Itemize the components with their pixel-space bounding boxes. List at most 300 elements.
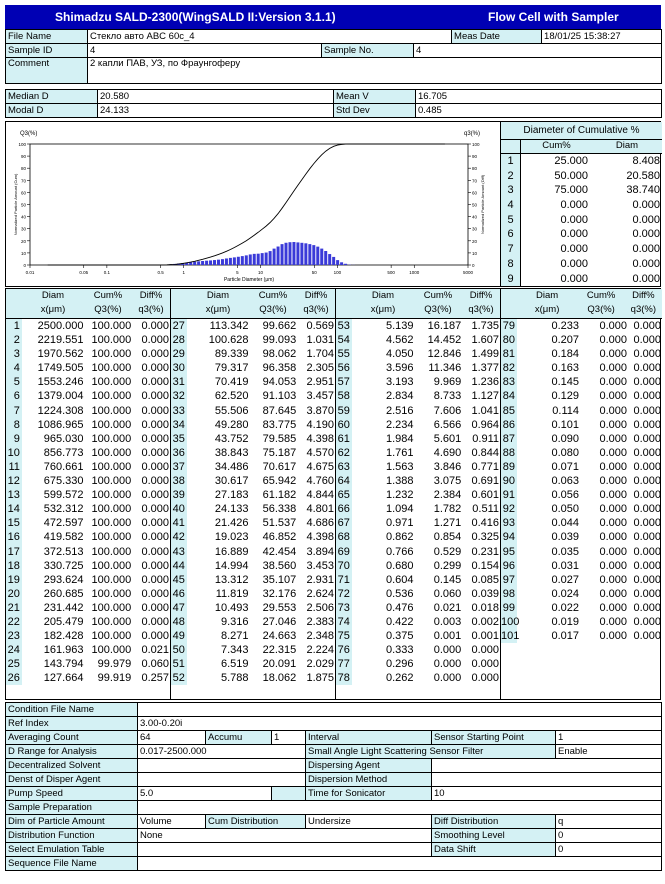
row-diff: 0.000 — [141, 404, 169, 417]
row-diff: 0.060 — [141, 658, 169, 671]
distribution-row — [6, 516, 170, 530]
row-diff: 0.000 — [633, 503, 661, 516]
distribution-row — [171, 474, 335, 488]
row-cum: 100.000 — [91, 587, 132, 600]
row-cum: 100.000 — [91, 320, 132, 332]
distribution-row — [171, 460, 335, 474]
distribution-row — [171, 643, 335, 657]
distribution-row — [171, 488, 335, 502]
row-diff: 0.000 — [633, 376, 661, 389]
y-right-tick-label: 30 — [472, 226, 478, 232]
row-diff: 0.000 — [141, 446, 169, 459]
row-index: 49 — [172, 630, 185, 643]
y-tick-label: 90 — [20, 154, 26, 160]
row-cum: 1.271 — [433, 517, 462, 530]
row-index: 95 — [502, 545, 515, 558]
distribution-row — [336, 559, 500, 573]
row-index: 59 — [337, 404, 350, 417]
row-index: 13 — [7, 489, 20, 502]
row-diff: 0.964 — [471, 418, 499, 431]
row-cum: 0.000 — [599, 334, 627, 347]
row-diff: 0.000 — [633, 362, 661, 375]
row-diff: 0.000 — [141, 545, 169, 558]
distribution-header — [336, 289, 352, 318]
pump-speed-label: Pump Speed — [6, 787, 138, 801]
row-diam: 43.752 — [214, 432, 249, 445]
row-index: 69 — [337, 545, 350, 558]
diff-bar — [197, 261, 200, 265]
distribution-row — [171, 587, 335, 601]
row-diff: 3.457 — [306, 390, 334, 403]
row-cum: 18.062 — [262, 672, 297, 685]
distribution-row — [6, 488, 170, 502]
sonicator-label: Time for Sonicator — [306, 787, 432, 801]
x-tick-label: 5000 — [462, 270, 474, 275]
row-diam: 231.442 — [43, 601, 84, 614]
diam-row-cum: 25.000 — [554, 155, 588, 167]
row-index: 60 — [337, 418, 350, 431]
row-diff: 0.000 — [633, 334, 661, 347]
row-diff: 1.735 — [471, 320, 499, 332]
distribution-row — [171, 389, 335, 403]
row-cum: 0.000 — [599, 559, 627, 572]
row-cum: 1.782 — [433, 503, 462, 516]
sensor-label: Sensor Starting Point — [432, 731, 556, 745]
row-cum: 0.000 — [599, 630, 627, 643]
distribution-header: Diam x(μm) — [534, 290, 560, 315]
distribution-row — [6, 319, 170, 333]
row-cum: 99.919 — [97, 672, 132, 685]
row-index: 96 — [502, 559, 515, 572]
distribution-table — [5, 288, 661, 700]
y-tick-label: 30 — [20, 226, 26, 232]
diff-dist-label: Diff Distribution — [432, 815, 556, 829]
y-tick-label: 70 — [20, 178, 26, 184]
distribution-row — [336, 460, 500, 474]
y-right-tick-label: 80 — [472, 166, 478, 172]
row-diff: 0.000 — [141, 390, 169, 403]
row-cum: 100.000 — [91, 545, 132, 558]
row-index: 17 — [7, 545, 20, 558]
row-diff: 0.021 — [141, 644, 169, 657]
diff-bar — [265, 253, 268, 265]
row-cum: 7.606 — [433, 404, 462, 417]
row-index: 82 — [502, 362, 515, 375]
averaging-count-value: 64 — [138, 731, 206, 745]
distribution-row — [501, 418, 662, 432]
row-diam: 205.479 — [43, 615, 84, 628]
distribution-row — [501, 516, 662, 530]
data-shift-label: Data Shift — [432, 843, 556, 857]
diff-bar — [201, 261, 204, 265]
distribution-row — [6, 573, 170, 587]
distribution-row — [171, 629, 335, 643]
row-index: 39 — [172, 489, 185, 502]
distribution-header: Diam x(μm) — [40, 290, 66, 315]
dispersing-agent-label: Dispersing Agent — [306, 759, 432, 773]
row-cum: 99.979 — [97, 658, 132, 671]
row-diff: 0.000 — [141, 418, 169, 431]
row-diam: 0.862 — [386, 531, 414, 544]
diff-bar — [221, 259, 224, 265]
row-diff: 0.000 — [633, 460, 661, 473]
row-index: 3 — [6, 347, 22, 361]
distribution-row — [501, 432, 662, 446]
row-diff: 4.801 — [306, 503, 334, 516]
row-index: 97 — [502, 573, 515, 586]
row-diam: 21.426 — [214, 517, 249, 530]
row-diff: 0.018 — [471, 601, 499, 614]
pump-speed-value: 5.0 — [138, 787, 272, 801]
y-right-tick-label: 0 — [472, 263, 475, 268]
row-cum: 100.000 — [91, 615, 132, 628]
row-cum: 6.566 — [433, 418, 462, 431]
row-diam: 0.163 — [551, 362, 579, 375]
distribution-header: Diff% q3(%) — [303, 290, 329, 315]
row-index: 24 — [7, 644, 20, 657]
diff-bar — [225, 258, 228, 265]
row-index: 74 — [337, 615, 350, 628]
row-index: 50 — [172, 644, 185, 657]
row-index: 36 — [172, 446, 185, 459]
row-diff: 0.000 — [633, 390, 661, 403]
row-diam: 30.617 — [214, 475, 249, 488]
diam-row-index: 6 — [501, 227, 521, 242]
diff-bar — [213, 260, 216, 265]
row-index: 20 — [7, 587, 20, 600]
row-diam: 89.339 — [214, 348, 249, 361]
row-diff: 0.000 — [141, 432, 169, 445]
y-right-tick-label: 20 — [472, 238, 478, 244]
row-index: 68 — [337, 531, 350, 544]
distribution-row — [171, 516, 335, 530]
row-diff: 0.000 — [141, 615, 169, 628]
row-index: 63 — [337, 460, 350, 473]
row-cum: 14.452 — [427, 334, 462, 347]
y-right-tick-label: 70 — [472, 178, 478, 184]
row-diam: 0.476 — [386, 601, 414, 614]
row-diff: 0.569 — [306, 320, 334, 332]
cumulative-curve — [48, 144, 445, 265]
row-diam: 79.317 — [214, 362, 249, 375]
row-diff: 0.000 — [633, 601, 661, 614]
diam-row-diam: 0.000 — [632, 199, 660, 212]
row-diff: 0.771 — [471, 460, 499, 473]
row-index: 64 — [337, 475, 350, 488]
row-diam: 62.520 — [214, 390, 249, 403]
row-diff: 1.041 — [471, 404, 499, 417]
row-diam: 0.145 — [551, 376, 579, 389]
row-diam: 965.030 — [43, 432, 84, 445]
distribution-row — [336, 319, 500, 333]
row-cum: 4.690 — [433, 446, 462, 459]
filter-value: Enable — [556, 745, 662, 759]
row-diam: 2219.551 — [37, 334, 84, 347]
row-diff: 2.305 — [306, 362, 334, 375]
row-cum: 83.775 — [262, 418, 297, 431]
distribution-row — [501, 559, 662, 573]
distribution-row — [336, 474, 500, 488]
row-cum: 61.182 — [262, 489, 297, 502]
info-table — [5, 29, 661, 84]
row-diff: 0.000 — [633, 446, 661, 459]
distribution-column-group — [336, 289, 501, 699]
row-diam: 760.661 — [43, 460, 84, 473]
distribution-row — [336, 347, 500, 361]
row-index: 94 — [502, 531, 515, 544]
emulation-value — [138, 843, 432, 857]
row-diam: 372.513 — [43, 545, 84, 558]
row-index: 58 — [337, 390, 350, 403]
distribution-row — [6, 629, 170, 643]
diameter-cumulative-title: Diameter of Cumulative % — [501, 122, 662, 140]
row-diff: 0.085 — [471, 573, 499, 586]
row-diam: 16.889 — [214, 545, 249, 558]
row-index: 98 — [502, 587, 515, 600]
median-value: 20.580 — [98, 90, 334, 104]
row-cum: 38.560 — [262, 559, 297, 572]
distribution-row — [336, 601, 500, 615]
row-cum: 11.346 — [428, 362, 462, 375]
distribution-row — [501, 474, 662, 488]
row-index: 23 — [7, 630, 20, 643]
y-right-axis-label: Normalized Particle Amount (Diff) — [480, 174, 485, 235]
averaging-count-label: Averaging Count — [6, 731, 138, 745]
row-diff: 1.704 — [306, 348, 334, 361]
row-diff: 0.000 — [633, 545, 661, 558]
y-right-tick-label: 50 — [472, 202, 478, 208]
distribution-row — [501, 530, 662, 544]
row-diam: 0.090 — [551, 432, 579, 445]
row-diam: 0.039 — [551, 531, 579, 544]
diff-bar — [320, 249, 323, 265]
x-tick-label: 500 — [387, 270, 395, 275]
diam-row — [501, 257, 662, 272]
row-index: 99 — [502, 601, 515, 614]
diff-bar — [241, 256, 244, 265]
row-cum: 0.000 — [599, 489, 627, 502]
row-diff: 0.000 — [633, 320, 661, 332]
row-cum: 9.969 — [433, 376, 462, 389]
row-cum: 70.617 — [262, 460, 297, 473]
row-index: 10 — [7, 446, 20, 459]
row-index: 47 — [172, 601, 185, 614]
row-index: 55 — [337, 348, 350, 361]
row-diff: 0.000 — [141, 559, 169, 572]
row-cum: 0.000 — [433, 644, 462, 657]
y-tick-label: 10 — [20, 250, 26, 256]
sample-id-value: 4 — [88, 44, 322, 58]
conditions-table — [5, 702, 661, 879]
row-diam: 0.536 — [386, 587, 414, 600]
row-cum: 91.103 — [262, 390, 297, 403]
stats-table — [5, 89, 661, 118]
row-cum: 5.601 — [433, 432, 462, 445]
row-diam: 0.044 — [551, 517, 579, 530]
row-index: 33 — [172, 404, 185, 417]
row-diff: 0.000 — [141, 601, 169, 614]
distribution-header: Cum% Q3(%) — [258, 290, 288, 315]
row-index: 26 — [7, 672, 20, 685]
row-diam: 161.963 — [43, 644, 84, 657]
row-diff: 2.624 — [306, 587, 334, 600]
row-diff: 0.154 — [471, 559, 499, 572]
row-index: 86 — [502, 418, 515, 431]
cum-dist-value: Undersize — [306, 815, 432, 829]
diff-bar — [229, 258, 232, 265]
distribution-row — [6, 333, 170, 347]
diam-row-cum: 0.000 — [560, 199, 588, 212]
row-diam: 0.766 — [386, 545, 414, 558]
row-diam: 14.994 — [214, 559, 249, 572]
row-diff: 1.236 — [471, 376, 499, 389]
distribution-row — [501, 333, 662, 347]
meas-date-label: Meas Date — [452, 30, 542, 44]
cum-header: Cum% — [542, 140, 571, 151]
row-index: 46 — [172, 587, 185, 600]
sequence-file-value — [138, 857, 662, 871]
row-cum: 100.000 — [91, 460, 132, 473]
emulation-label: Select Emulation Table — [6, 843, 138, 857]
row-diff: 0.000 — [141, 587, 169, 600]
row-diff: 0.000 — [141, 503, 169, 516]
row-diff: 4.675 — [306, 460, 334, 473]
row-index: 57 — [337, 376, 350, 389]
row-index: 5 — [6, 375, 22, 389]
diam-row-diam: 0.000 — [632, 213, 660, 226]
row-diam: 0.262 — [386, 672, 414, 685]
distribution-row — [171, 347, 335, 361]
diameter-cumulative-table — [500, 122, 662, 286]
row-diff: 0.325 — [471, 531, 499, 544]
accumu-value: 1 — [272, 731, 306, 745]
row-diff: 0.000 — [141, 334, 169, 347]
row-diam: 3.193 — [386, 376, 414, 389]
condition-file-label: Condition File Name — [6, 703, 138, 717]
row-cum: 100.000 — [91, 573, 132, 586]
row-cum: 0.000 — [599, 348, 627, 361]
diff-dist-value: q — [556, 815, 662, 829]
row-cum: 100.000 — [91, 601, 132, 614]
x-tick-label: 1 — [182, 270, 185, 275]
row-cum: 0.000 — [599, 517, 627, 530]
distribution-row — [336, 375, 500, 389]
row-cum: 0.060 — [433, 587, 462, 600]
distribution-header: Cum% Q3(%) — [423, 290, 453, 315]
median-label: Median D — [6, 90, 98, 104]
row-cum: 0.000 — [599, 503, 627, 516]
meas-date-value: 18/01/25 15:38:27 — [542, 30, 662, 44]
row-index: 18 — [7, 559, 20, 572]
row-cum: 100.000 — [91, 531, 132, 544]
row-cum: 99.093 — [262, 334, 297, 347]
dispersing-agent-value — [432, 759, 662, 773]
distribution-row — [501, 460, 662, 474]
y-tick-label: 80 — [20, 166, 26, 172]
distribution-row — [336, 545, 500, 559]
row-diff: 4.570 — [306, 446, 334, 459]
row-diff: 0.416 — [471, 517, 499, 530]
row-diam: 127.664 — [43, 672, 84, 685]
diam-row-index: 4 — [501, 198, 521, 213]
row-diff: 0.000 — [141, 573, 169, 586]
x-tick-label: 1000 — [409, 270, 420, 275]
row-index: 84 — [502, 390, 515, 403]
distribution-row — [171, 545, 335, 559]
distribution-row — [6, 502, 170, 516]
title-bar — [5, 5, 661, 29]
distribution-row — [171, 530, 335, 544]
std-value: 0.485 — [416, 104, 662, 118]
distribution-row — [171, 657, 335, 671]
cell-type-title: Flow Cell with Sampler — [488, 10, 619, 24]
row-diff: 0.000 — [633, 348, 661, 361]
distribution-row — [336, 418, 500, 432]
app-title: Shimadzu SALD-2300(WingSALD II:Version 3.1.1) — [55, 10, 336, 24]
distribution-row — [171, 432, 335, 446]
mean-label: Mean V — [334, 90, 416, 104]
pump-blank — [272, 787, 306, 801]
distribution-row — [336, 657, 500, 671]
diam-row-diam: 20.580 — [626, 169, 660, 182]
distribution-row — [501, 347, 662, 361]
row-cum: 27.046 — [262, 615, 297, 628]
row-index: 91 — [502, 489, 515, 502]
row-diff: 1.127 — [471, 390, 499, 403]
row-diam: 2.834 — [386, 390, 414, 403]
row-diam: 182.428 — [43, 630, 84, 643]
distribution-row — [171, 446, 335, 460]
row-diam: 0.017 — [551, 630, 579, 643]
distribution-row — [336, 587, 500, 601]
row-index: 11 — [6, 460, 22, 474]
distribution-row — [6, 347, 170, 361]
diff-bar — [233, 257, 236, 265]
row-cum: 65.942 — [262, 475, 297, 488]
diff-bar — [300, 243, 303, 265]
row-cum: 8.733 — [433, 390, 462, 403]
row-diff: 1.607 — [471, 334, 499, 347]
distribution-row — [501, 545, 662, 559]
distribution-row — [171, 361, 335, 375]
row-index: 92 — [502, 503, 515, 516]
diff-bar — [336, 260, 339, 265]
row-cum: 0.529 — [433, 545, 462, 558]
row-diff: 2.348 — [306, 630, 334, 643]
row-diff: 0.000 — [633, 531, 661, 544]
row-cum: 12.846 — [427, 348, 462, 361]
row-index: 29 — [172, 348, 185, 361]
row-index: 81 — [502, 348, 515, 361]
row-index: 14 — [7, 503, 20, 516]
row-diff: 0.911 — [472, 432, 499, 445]
distribution-row — [336, 573, 500, 587]
row-index: 52 — [172, 672, 185, 685]
distribution-row — [171, 615, 335, 629]
row-cum: 100.000 — [91, 404, 132, 417]
row-diff: 0.000 — [141, 460, 169, 473]
distribution-row — [6, 460, 170, 474]
row-cum: 0.001 — [433, 630, 462, 643]
diff-bar — [209, 260, 212, 265]
d-range-value: 0.017-2500.000 — [138, 745, 306, 759]
modal-label: Modal D — [6, 104, 98, 118]
row-index: 37 — [172, 460, 185, 473]
row-index: 62 — [337, 446, 350, 459]
distribution-column-group — [171, 289, 336, 699]
distribution-row — [336, 502, 500, 516]
distribution-row — [336, 432, 500, 446]
